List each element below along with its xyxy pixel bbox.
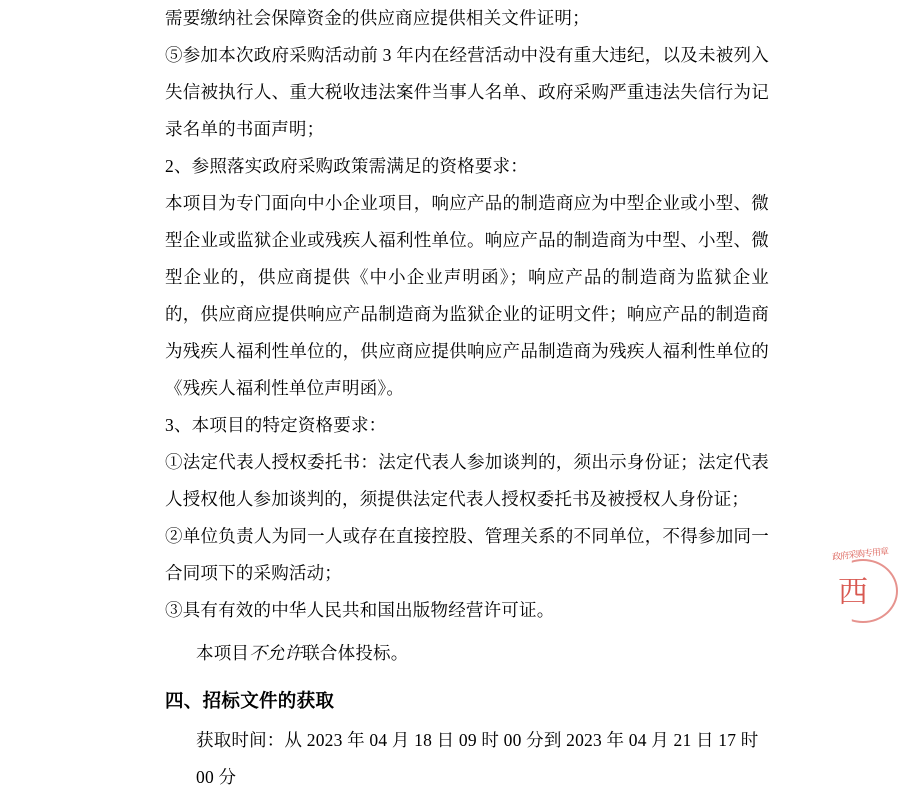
spacer bbox=[0, 672, 904, 682]
acquire-time-label: 获取时间： bbox=[196, 730, 285, 750]
paragraph-sme-requirement: 本项目为专门面向中小企业项目，响应产品的制造商应为中型企业或小型、微型企业或监狱企业或残疾人福利性单位。响应产品的制造商为中型、小型、微型企业的，供应商提供《中小企业声明函》；响应产品的制造商为监狱企业的，供应商应提供响应产品制造商为监狱企业的证明文件；响应产品的制造商为残疾人福利性单位的，供应商应提供响应产品制造商为残疾人福利性单位的《残疾人福利性单位声明函》。 bbox=[165, 193, 769, 398]
paragraph-item-5: ⑤参加本次政府采购活动前 3 年内在经营活动中没有重大违纪，以及未被列入失信被执行人、重大税收违法案件当事人名单、政府采购严重违法失信行为记录名单的书面声明； bbox=[165, 45, 769, 139]
paragraph-item-2-same-responsible-person: ②单位负责人为同一人或存在直接控股、管理关系的不同单位，不得参加同一合同项下的采购活动； bbox=[165, 526, 769, 583]
consortium-suffix: 联合体投标。 bbox=[302, 643, 409, 663]
paragraph-consortium-note bbox=[0, 635, 904, 672]
consortium-prefix: 本项目 bbox=[196, 643, 250, 663]
paragraph-section-2-title: 2、参照落实政府采购政策需满足的资格要求： bbox=[165, 156, 528, 176]
consortium-emphasis: 不允许 bbox=[249, 643, 303, 663]
seal-top-text: 政府采购专用章 bbox=[831, 546, 889, 562]
acquire-time-line bbox=[0, 722, 904, 796]
acquire-time-value: 从 2023 年 04 月 18 日 09 时 00 分到 2023 年 04 月 21 日 17 时 00 分 bbox=[196, 730, 759, 787]
paragraph-item-1-legal-representative: ①法定代表人授权委托书：法定代表人参加谈判的，须出示身份证；法定代表人授权他人参加谈判的，须提供法定代表人授权委托书及被授权人身份证； bbox=[165, 452, 769, 509]
paragraph-item-3-publication-license: ③具有有效的中华人民共和国出版物经营许可证。 bbox=[165, 600, 555, 620]
section-heading-four: 四、招标文件的获取 bbox=[165, 692, 335, 712]
paragraph-section-3-title: 3、本项目的特定资格要求： bbox=[165, 415, 387, 435]
seal-center-character: 西 bbox=[838, 576, 868, 609]
paragraph-social-insurance: 需要缴纳社会保障资金的供应商应提供相关文件证明； bbox=[165, 8, 590, 28]
